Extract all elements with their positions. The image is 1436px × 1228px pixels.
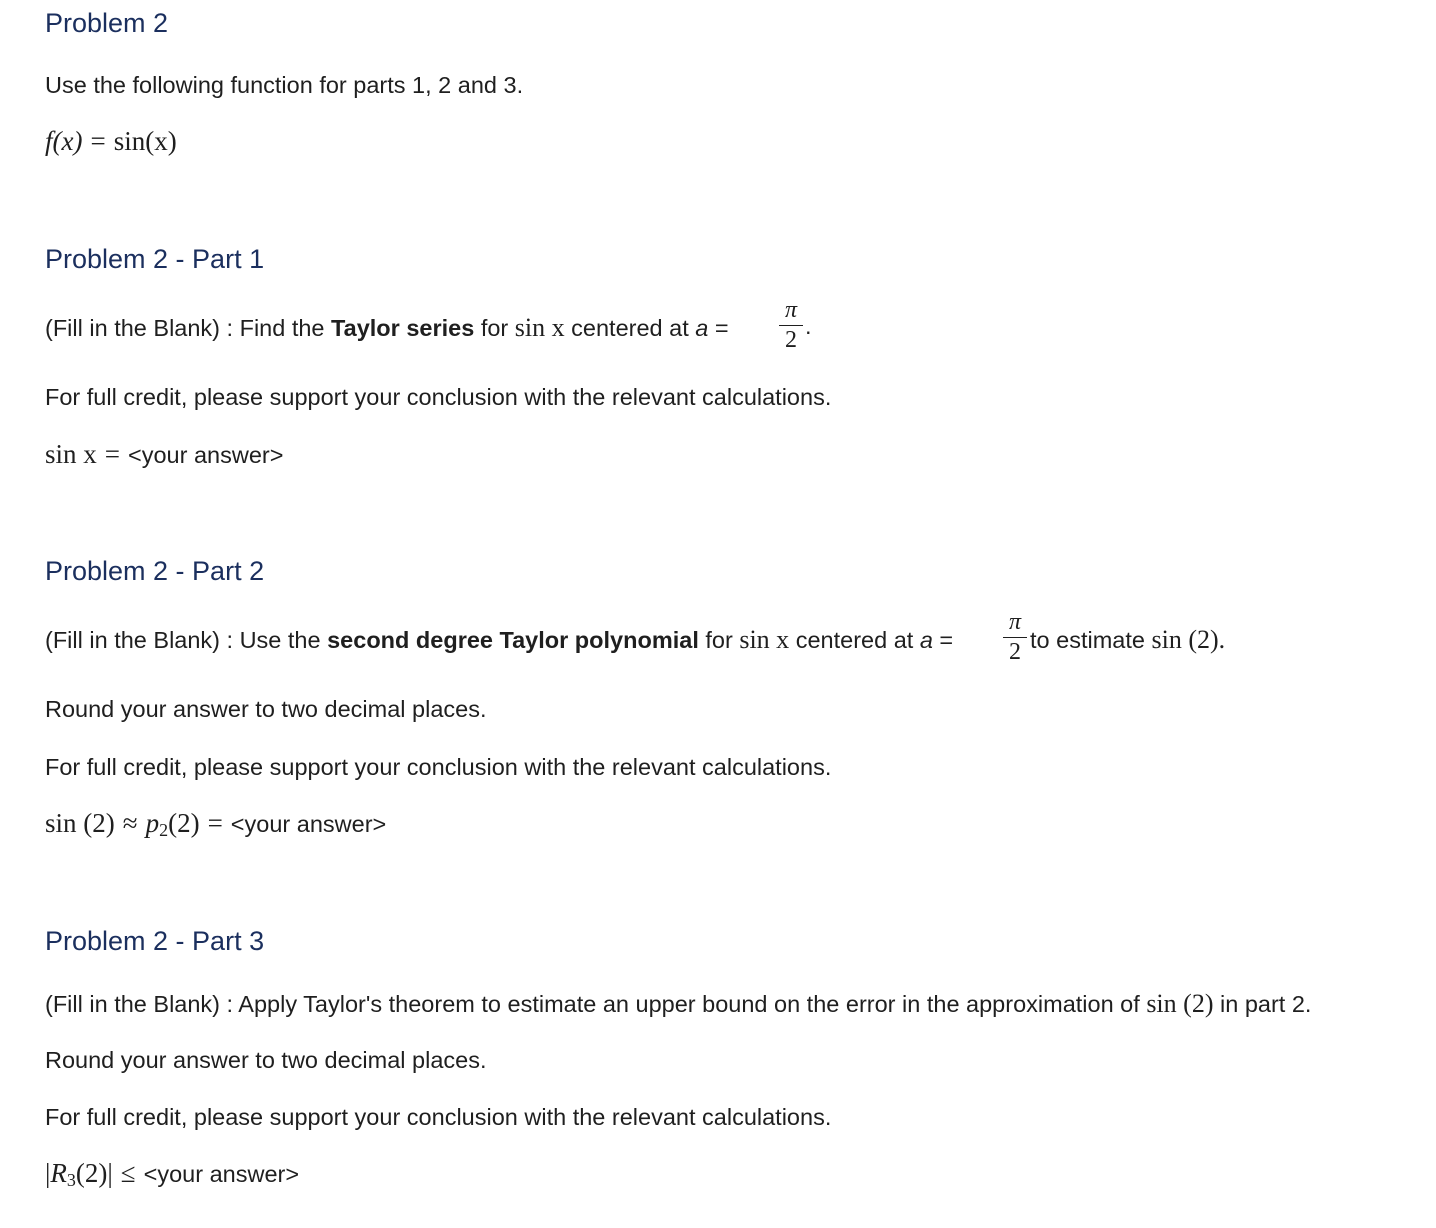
part2-answer-lhs: sin (2): [45, 808, 115, 838]
problem-intro: Use the following function for parts 1, 2 and 3.: [45, 72, 524, 98]
part1-mid: for: [474, 315, 515, 341]
part1-answer-lhs: sin x: [45, 439, 97, 469]
part2-math-fn: sin x: [739, 625, 790, 654]
part2-p-sub: 2: [159, 820, 169, 840]
part3-answer: [45, 1158, 299, 1191]
part3-suffix: in part 2.: [1213, 991, 1312, 1017]
function-equals: =: [90, 126, 106, 156]
part2-var-a: a: [919, 627, 933, 653]
part1-eq: =: [708, 315, 729, 341]
part1-credit: For full credit, please support your conclusion with the relevant calculations.: [45, 384, 832, 410]
part1-question: [45, 313, 729, 343]
part1-frac-num: π: [784, 297, 798, 323]
part2-mid: for: [698, 627, 740, 653]
part1-frac-bar: [779, 325, 803, 326]
part2-after: to estimate: [1030, 627, 1152, 653]
part2-bold-term: second degree Taylor polynomial: [327, 627, 699, 653]
part3-math: sin (2): [1146, 989, 1214, 1018]
part2-frac-den: 2: [1009, 639, 1021, 665]
part2-credit: For full credit, please support your conclusion with the relevant calculations.: [45, 754, 832, 780]
part2-fraction: [1003, 609, 1027, 664]
problem-title: Problem 2: [45, 8, 169, 38]
part2-approx: ≈: [122, 808, 138, 838]
part2-frac-num: π: [1008, 609, 1022, 635]
part3-prefix: (Fill in the Blank) : Apply Taylor's theorem to estimate an upper bound on the error in the approximation of: [45, 991, 1147, 1017]
part1-bold-term: Taylor series: [331, 315, 475, 341]
part1-answer-eq: =: [104, 439, 120, 469]
part2-p-arg: (2): [168, 808, 200, 838]
part3-leq: ≤: [120, 1158, 136, 1188]
part1-answer: [45, 439, 283, 470]
part3-answer-placeholder: <your answer>: [143, 1161, 300, 1187]
part2-heading: Problem 2 - Part 2: [45, 556, 265, 586]
part1-var-a: a: [695, 315, 709, 341]
part3-heading: Problem 2 - Part 3: [45, 926, 265, 956]
part1-prefix: (Fill in the Blank) : Find the: [45, 315, 332, 341]
function-definition: [45, 126, 177, 157]
part2-question: [45, 625, 953, 655]
part3-abs-open: |: [45, 1158, 51, 1188]
part3-abs-close: |: [107, 1158, 113, 1188]
part2-answer-placeholder: <your answer>: [230, 811, 387, 837]
part3-r-sub: 3: [66, 1170, 76, 1190]
part1-math-fn: sin x: [514, 313, 565, 342]
part2-answer-eq: =: [207, 808, 223, 838]
part2-p-name: p: [145, 808, 160, 838]
part1-heading: Problem 2 - Part 1: [45, 244, 265, 274]
part1-fraction: [779, 297, 803, 352]
part2-frac-bar: [1003, 637, 1027, 638]
part3-r-arg: (2): [75, 1158, 108, 1188]
part2-answer: [45, 808, 386, 841]
part3-round: Round your answer to two decimal places.: [45, 1047, 487, 1073]
part2-estimate: sin (2).: [1151, 625, 1226, 654]
part3-r-name: R: [50, 1158, 67, 1188]
function-rhs: sin(x): [113, 126, 177, 156]
part1-suffix: centered at: [564, 315, 696, 341]
part2-suffix: centered at: [789, 627, 920, 653]
part2-prefix: (Fill in the Blank) : Use the: [45, 627, 328, 653]
part2-round: Round your answer to two decimal places.: [45, 696, 487, 722]
part3-credit: For full credit, please support your conclusion with the relevant calculations.: [45, 1104, 832, 1130]
part2-eq: =: [932, 627, 954, 653]
part1-period: .: [805, 313, 812, 339]
part2-question-end: [1030, 625, 1225, 655]
part3-question: [45, 989, 1311, 1019]
function-lhs: f(x): [45, 126, 83, 156]
part1-frac-den: 2: [785, 327, 797, 353]
part1-answer-placeholder: <your answer>: [128, 442, 284, 468]
